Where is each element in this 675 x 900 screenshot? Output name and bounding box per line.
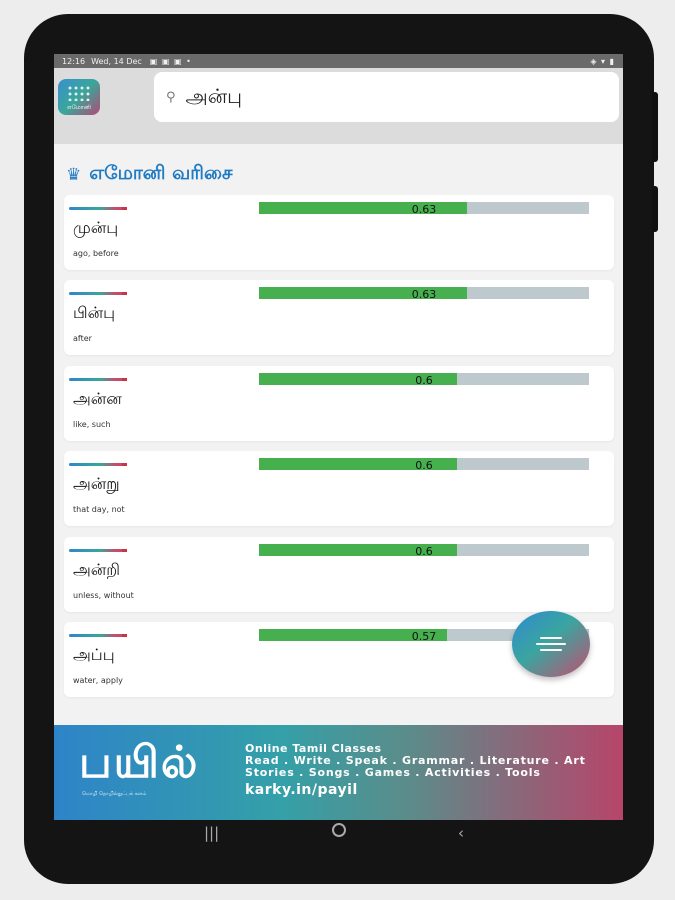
- gradient-indicator: [69, 292, 125, 295]
- section-title: எமோனி வரிசை: [89, 162, 233, 184]
- recents-button[interactable]: |||: [204, 824, 220, 842]
- home-button[interactable]: [332, 823, 346, 837]
- banner-activities: Stories . Songs . Games . Activities . Tools: [245, 766, 541, 779]
- notification-icons: ▣ ▣ ▣ •: [149, 56, 192, 66]
- volume-button: [652, 92, 658, 162]
- result-word: அன்றி: [73, 559, 121, 579]
- payil-logo: பயில்: [79, 737, 200, 788]
- power-button: [652, 186, 658, 232]
- gradient-indicator: [69, 207, 125, 210]
- result-meaning: like, such: [73, 419, 111, 429]
- score-bar: [259, 287, 589, 302]
- result-card[interactable]: [64, 280, 614, 355]
- result-word: அன்று: [73, 474, 120, 494]
- result-card[interactable]: [64, 537, 614, 612]
- score-value: 0.6: [415, 373, 433, 387]
- result-word: முன்பு: [73, 218, 119, 237]
- search-input[interactable]: [186, 85, 586, 109]
- result-meaning: ago, before: [73, 249, 119, 258]
- banner-heading: Online Tamil Classes: [245, 742, 382, 755]
- result-word: அப்பு: [73, 644, 115, 664]
- score-value: 0.63: [411, 288, 437, 302]
- score-bar: [259, 544, 589, 556]
- gradient-indicator: [69, 378, 125, 381]
- crown-icon: ♛: [66, 164, 82, 185]
- result-meaning: water, apply: [73, 675, 123, 685]
- status-date: Wed, 14 Dec: [91, 56, 142, 66]
- status-bar: [54, 54, 623, 68]
- status-time: 12:16: [62, 56, 86, 66]
- score-value: 0.57: [411, 629, 437, 643]
- gradient-indicator: [69, 634, 125, 637]
- score-bar: [259, 373, 589, 385]
- score-value: 0.6: [415, 544, 433, 558]
- filter-fab-button[interactable]: [512, 611, 590, 677]
- result-meaning: after: [73, 334, 92, 344]
- system-icons: ◈ ▾ ▮: [590, 56, 615, 66]
- score-value: 0.63: [411, 203, 437, 216]
- logo-subtitle: மொழி தொழில்நுட்பக் களம்: [82, 791, 147, 797]
- result-card[interactable]: [64, 451, 614, 526]
- score-bar: [259, 458, 589, 473]
- score-value: 0.6: [415, 459, 433, 473]
- app-logo-icon[interactable]: [58, 79, 100, 115]
- result-word: பின்பு: [73, 303, 116, 323]
- banner-link[interactable]: karky.in/payil: [245, 782, 358, 798]
- search-bar[interactable]: [154, 72, 619, 122]
- back-button[interactable]: ‹: [458, 824, 464, 842]
- filter-icon: [540, 637, 562, 639]
- result-card[interactable]: [64, 366, 614, 441]
- gradient-indicator: [69, 463, 125, 466]
- dots-pattern: [67, 85, 91, 101]
- section-header: [66, 162, 232, 187]
- app-icon-label: எமோனி: [66, 104, 92, 111]
- gradient-indicator: [69, 549, 125, 552]
- result-meaning: unless, without: [73, 590, 134, 600]
- search-icon: ⚲: [166, 89, 176, 105]
- result-word: அன்ன: [73, 388, 122, 408]
- score-bar: [259, 202, 589, 214]
- ad-banner[interactable]: [54, 725, 623, 820]
- app-screen: [54, 54, 623, 820]
- banner-skills: Read . Write . Speak . Grammar . Literature . Art: [245, 754, 586, 767]
- top-bar: [54, 68, 623, 144]
- result-card[interactable]: [64, 195, 614, 270]
- result-meaning: that day, not: [73, 505, 125, 515]
- filter-icon-line: [536, 643, 566, 645]
- system-nav-bar: [54, 820, 623, 850]
- filter-icon-line: [540, 649, 562, 651]
